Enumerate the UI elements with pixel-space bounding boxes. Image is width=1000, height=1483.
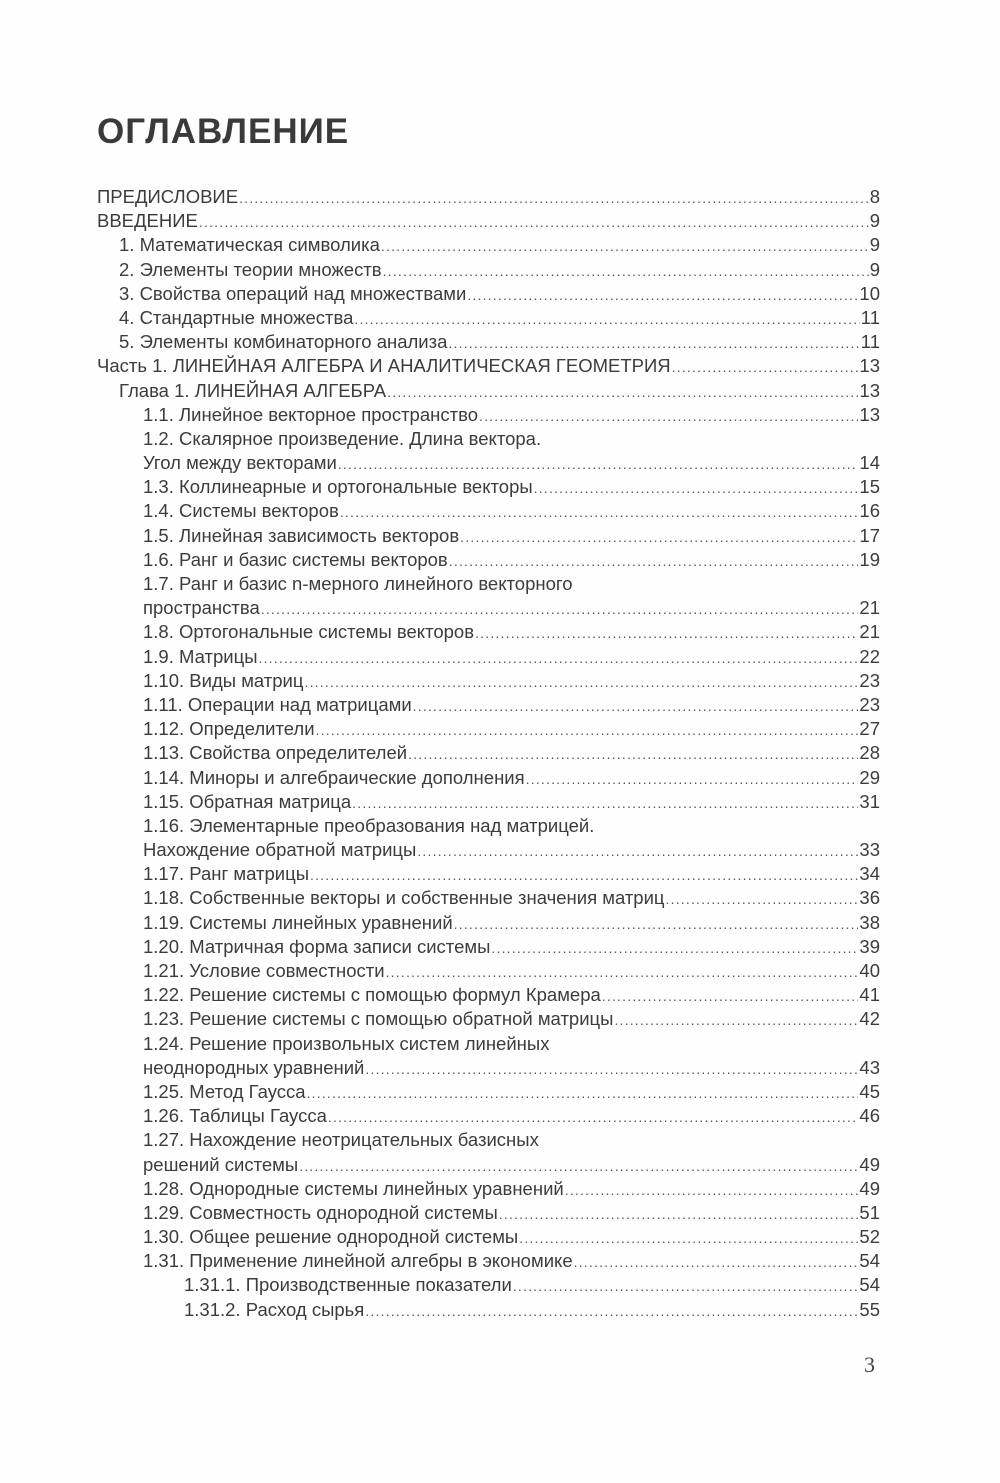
toc-entry-title: 1.18. Собственные векторы и собственные значения матриц: [143, 887, 665, 909]
toc-entry-page: 21: [859, 597, 880, 619]
toc-entry-page: 13: [859, 403, 880, 425]
toc-entry-title: 1.13. Свойства определителей: [143, 742, 408, 764]
toc-dot-leader: [365, 1057, 858, 1081]
toc-dot-leader: [340, 500, 859, 524]
toc-dot-leader: [299, 1154, 858, 1178]
toc-entry: [97, 886, 880, 910]
toc-entry-page: 34: [859, 863, 880, 885]
toc-entry: [97, 1249, 880, 1273]
toc-entry-title: решений системы: [143, 1153, 299, 1175]
toc-entry: [97, 790, 880, 814]
toc-dot-leader: [479, 404, 858, 428]
toc-entry-title: 1.4. Системы векторов: [143, 500, 339, 522]
toc-entry: [97, 475, 880, 499]
toc-entry: [97, 717, 880, 741]
toc-entry: [97, 620, 880, 644]
toc-dot-leader: [614, 1008, 858, 1032]
toc-entry-title: Глава 1. ЛИНЕЙНАЯ АЛГЕБРА: [119, 379, 387, 401]
toc-entry: [97, 451, 880, 475]
toc-entry-page: 19: [859, 548, 880, 570]
toc-entry-title: Нахождение обратной матрицы: [143, 839, 417, 861]
toc-dot-leader: [449, 549, 859, 573]
toc-entry-title: 1.21. Условие совместности: [143, 960, 385, 981]
toc-entry: [97, 911, 880, 935]
toc-dot-leader: [475, 621, 858, 645]
toc-entry: [97, 403, 880, 427]
toc-entry-title: 1.9. Матрицы: [143, 645, 258, 667]
toc-entry-title: неоднородных уравнений: [143, 1056, 365, 1078]
toc-entry-page: 42: [859, 1008, 880, 1030]
toc-entry-title: Часть 1. ЛИНЕЙНАЯ АЛГЕБРА И АНАЛИТИЧЕСКАЯ ГЕОМЕТРИЯ: [97, 355, 671, 377]
toc-entry: [97, 1056, 880, 1080]
toc-entry-page: 11: [860, 331, 880, 353]
toc-entry: [97, 814, 880, 838]
toc-entry-title: 1.30. Общее решение однородной системы: [143, 1226, 519, 1248]
toc-entry: [97, 1177, 880, 1201]
toc-entry-title: 1.27. Нахождение неотрицательных базисных: [143, 1129, 539, 1151]
page-title: ОГЛАВЛЕНИЕ: [97, 112, 350, 151]
toc-dot-leader: [666, 887, 859, 911]
toc-dot-leader: [259, 646, 859, 670]
page-number: 3: [864, 1352, 875, 1377]
toc-entry-title: 1. Математическая символика: [119, 234, 380, 256]
toc-entry: [97, 693, 880, 717]
toc-entry: [97, 306, 880, 330]
toc-entry-page: 21: [859, 621, 880, 643]
toc-dot-leader: [261, 597, 859, 621]
toc-entry-title: 1.23. Решение системы с помощью обратной матрицы: [143, 1008, 614, 1030]
toc-entry-title: 1.31.2. Расход сырья: [184, 1298, 365, 1320]
toc-dot-leader: [417, 839, 858, 863]
toc-entry-title: 1.7. Ранг и базис n-мерного линейного векторного: [143, 573, 573, 594]
toc-dot-leader: [460, 525, 858, 549]
toc-entry-title: 1.20. Матричная форма записи системы: [143, 935, 491, 957]
toc-entry-page: 9: [869, 258, 880, 280]
toc-dot-leader: [239, 186, 869, 210]
toc-dot-leader: [352, 791, 858, 815]
toc-entry: [97, 548, 880, 572]
toc-entry: [97, 1032, 880, 1056]
toc-entry-title: 1.3. Коллинеарные и ортогональные векторы: [143, 476, 533, 498]
toc-entry: [97, 1007, 880, 1031]
toc-entry-title: 1.28. Однородные системы линейных уравнений: [143, 1177, 564, 1199]
toc-entry-title: 1.2. Скалярное произведение. Длина вектора.: [143, 427, 542, 449]
toc-entry-title: 1.8. Ортогональные системы векторов: [143, 621, 475, 643]
toc-dot-leader: [534, 476, 859, 500]
toc-entry: [97, 233, 880, 257]
toc-entry: [97, 354, 880, 378]
toc-entry: [97, 258, 880, 282]
toc-entry-page: 31: [859, 790, 880, 812]
toc-entry-title: 1.26. Таблицы Гаусса: [143, 1105, 327, 1127]
toc-entry-page: 28: [859, 742, 880, 764]
toc-entry: [97, 524, 880, 548]
toc-dot-leader: [499, 1202, 859, 1226]
toc-entry-title: ВВЕДЕНИЕ: [97, 210, 198, 232]
toc-entry-title: ПРЕДИСЛОВИЕ: [97, 186, 239, 207]
toc-entry-title: 1.1. Линейное векторное пространство: [143, 403, 478, 425]
toc-entry: [97, 1298, 880, 1322]
toc-entry-page: 13: [859, 379, 880, 401]
toc-entry: [97, 766, 880, 790]
toc-entry-page: 13: [859, 355, 880, 377]
toc-entry-title: 1.5. Линейная зависимость векторов: [143, 524, 460, 546]
toc-entry: [97, 935, 880, 959]
toc-entry: [97, 379, 880, 403]
toc-entry-page: 23: [859, 669, 880, 691]
toc-entry: [97, 1128, 880, 1152]
toc-entry-page: 38: [859, 911, 880, 933]
toc-dot-leader: [338, 452, 859, 476]
toc-dot-leader: [307, 1081, 859, 1105]
toc-entry-page: 46: [859, 1105, 880, 1127]
toc-dot-leader: [354, 307, 859, 331]
toc-entry-title: 1.6. Ранг и базис системы векторов: [143, 548, 448, 570]
toc-entry: [97, 1201, 880, 1225]
toc-dot-leader: [467, 283, 858, 307]
toc-dot-leader: [199, 210, 869, 234]
toc-entry-title: 1.14. Миноры и алгебраические дополнения: [143, 766, 525, 788]
toc-dot-leader: [491, 936, 858, 960]
toc-entry-title: 1.16. Элементарные преобразования над матрицей.: [143, 814, 595, 836]
toc-dot-leader: [304, 670, 858, 694]
toc-entry: [97, 185, 880, 209]
toc-dot-leader: [386, 960, 859, 984]
toc-entry-page: 9: [869, 210, 880, 232]
toc-dot-leader: [574, 1250, 859, 1274]
toc-entry-page: 41: [859, 984, 880, 1006]
toc-entry-page: 11: [860, 306, 880, 328]
toc-entry-page: 10: [859, 282, 880, 304]
toc-dot-leader: [387, 380, 858, 404]
toc-entry-title: 1.10. Виды матриц: [143, 669, 304, 691]
toc-entry: [97, 596, 880, 620]
toc-entry-page: 52: [859, 1226, 880, 1248]
toc-entry-page: 8: [869, 186, 880, 207]
toc-entry-title: 1.17. Ранг матрицы: [143, 863, 309, 885]
toc-entry-page: 29: [859, 766, 880, 788]
toc-entry-title: 1.19. Системы линейных уравнений: [143, 911, 453, 933]
toc-entry-title: Угол между векторами: [143, 452, 337, 474]
toc-dot-leader: [565, 1178, 859, 1202]
toc-entry-title: пространства: [143, 597, 260, 619]
toc-entry-page: 54: [859, 1274, 880, 1296]
toc-dot-leader: [513, 1274, 859, 1298]
toc-entry: [97, 1273, 880, 1297]
toc-entry-page: 49: [859, 1177, 880, 1199]
toc-entry: [97, 427, 880, 451]
toc-entry-title: 3. Свойства операций над множествами: [119, 282, 467, 304]
toc-dot-leader: [448, 331, 859, 355]
toc-dot-leader: [526, 767, 859, 791]
toc-entry-title: 1.22. Решение системы с помощью формул Крамера: [143, 984, 601, 1006]
toc-entry-title: 4. Стандартные множества: [119, 306, 354, 328]
toc-entry: [97, 959, 880, 983]
toc-entry: [97, 1080, 880, 1104]
toc-entry-title: 1.29. Совместность однородной системы: [143, 1201, 498, 1223]
toc-entry-title: 1.15. Обратная матрица: [143, 790, 352, 812]
toc-entry-page: 15: [859, 476, 880, 498]
toc-entry-page: 40: [859, 960, 880, 981]
toc-dot-leader: [316, 718, 859, 742]
toc-entry-page: 49: [859, 1153, 880, 1175]
toc-entry: [97, 645, 880, 669]
toc-entry-title: 1.11. Операции над матрицами: [143, 693, 412, 715]
toc-entry: [97, 838, 880, 862]
toc-entry-title: 2. Элементы теории множеств: [119, 258, 382, 280]
toc-entry-page: 33: [859, 839, 880, 861]
toc-entry-page: 45: [859, 1080, 880, 1102]
toc-dot-leader: [519, 1226, 858, 1250]
toc-entry: [97, 669, 880, 693]
toc-entry: [97, 209, 880, 233]
toc-entry-page: 51: [859, 1201, 880, 1223]
toc-dot-leader: [365, 1299, 858, 1323]
toc-entry-page: 9: [869, 234, 880, 256]
toc-entry: [97, 862, 880, 886]
toc-entry-title: 1.31.1. Производственные показатели: [184, 1274, 512, 1296]
toc-entry-page: 43: [859, 1056, 880, 1078]
toc-dot-leader: [408, 742, 858, 766]
toc-entry-page: 55: [859, 1298, 880, 1320]
toc-entry-page: 16: [859, 500, 880, 522]
toc-entry: [97, 983, 880, 1007]
toc-entry-title: 1.12. Определители: [143, 718, 315, 740]
toc-dot-leader: [383, 259, 869, 283]
toc-entry-page: 23: [859, 693, 880, 715]
toc-dot-leader: [381, 234, 869, 258]
toc-entry: [97, 1225, 880, 1249]
toc-entry-page: 39: [859, 935, 880, 957]
toc-entry-page: 54: [859, 1250, 880, 1272]
toc-entry: [97, 1104, 880, 1128]
toc-dot-leader: [328, 1105, 859, 1129]
toc-entry-page: 27: [859, 718, 880, 740]
toc-dot-leader: [413, 694, 859, 718]
toc-entry-page: 14: [859, 452, 880, 474]
toc-entry-page: 22: [859, 645, 880, 667]
toc-entry-title: 1.25. Метод Гаусса: [143, 1080, 306, 1102]
toc-dot-leader: [310, 863, 858, 887]
toc-dot-leader: [672, 355, 859, 379]
toc-dot-leader: [454, 912, 859, 936]
toc-entry: [97, 282, 880, 306]
toc-entry-page: 17: [859, 524, 880, 546]
toc-entry: [97, 741, 880, 765]
toc-entry: [97, 1153, 880, 1177]
toc-entry-title: 1.24. Решение произвольных систем линейных: [143, 1032, 550, 1054]
toc-entry: [97, 330, 880, 354]
toc-entry-page: 36: [859, 887, 880, 909]
toc-entry-title: 1.31. Применение линейной алгебры в экономике: [143, 1250, 573, 1272]
toc-entry: [97, 499, 880, 523]
toc-dot-leader: [602, 984, 859, 1008]
toc-entry-title: 5. Элементы комбинаторного анализа: [119, 331, 448, 353]
toc-entry: [97, 572, 880, 596]
table-of-contents: [97, 185, 880, 1322]
